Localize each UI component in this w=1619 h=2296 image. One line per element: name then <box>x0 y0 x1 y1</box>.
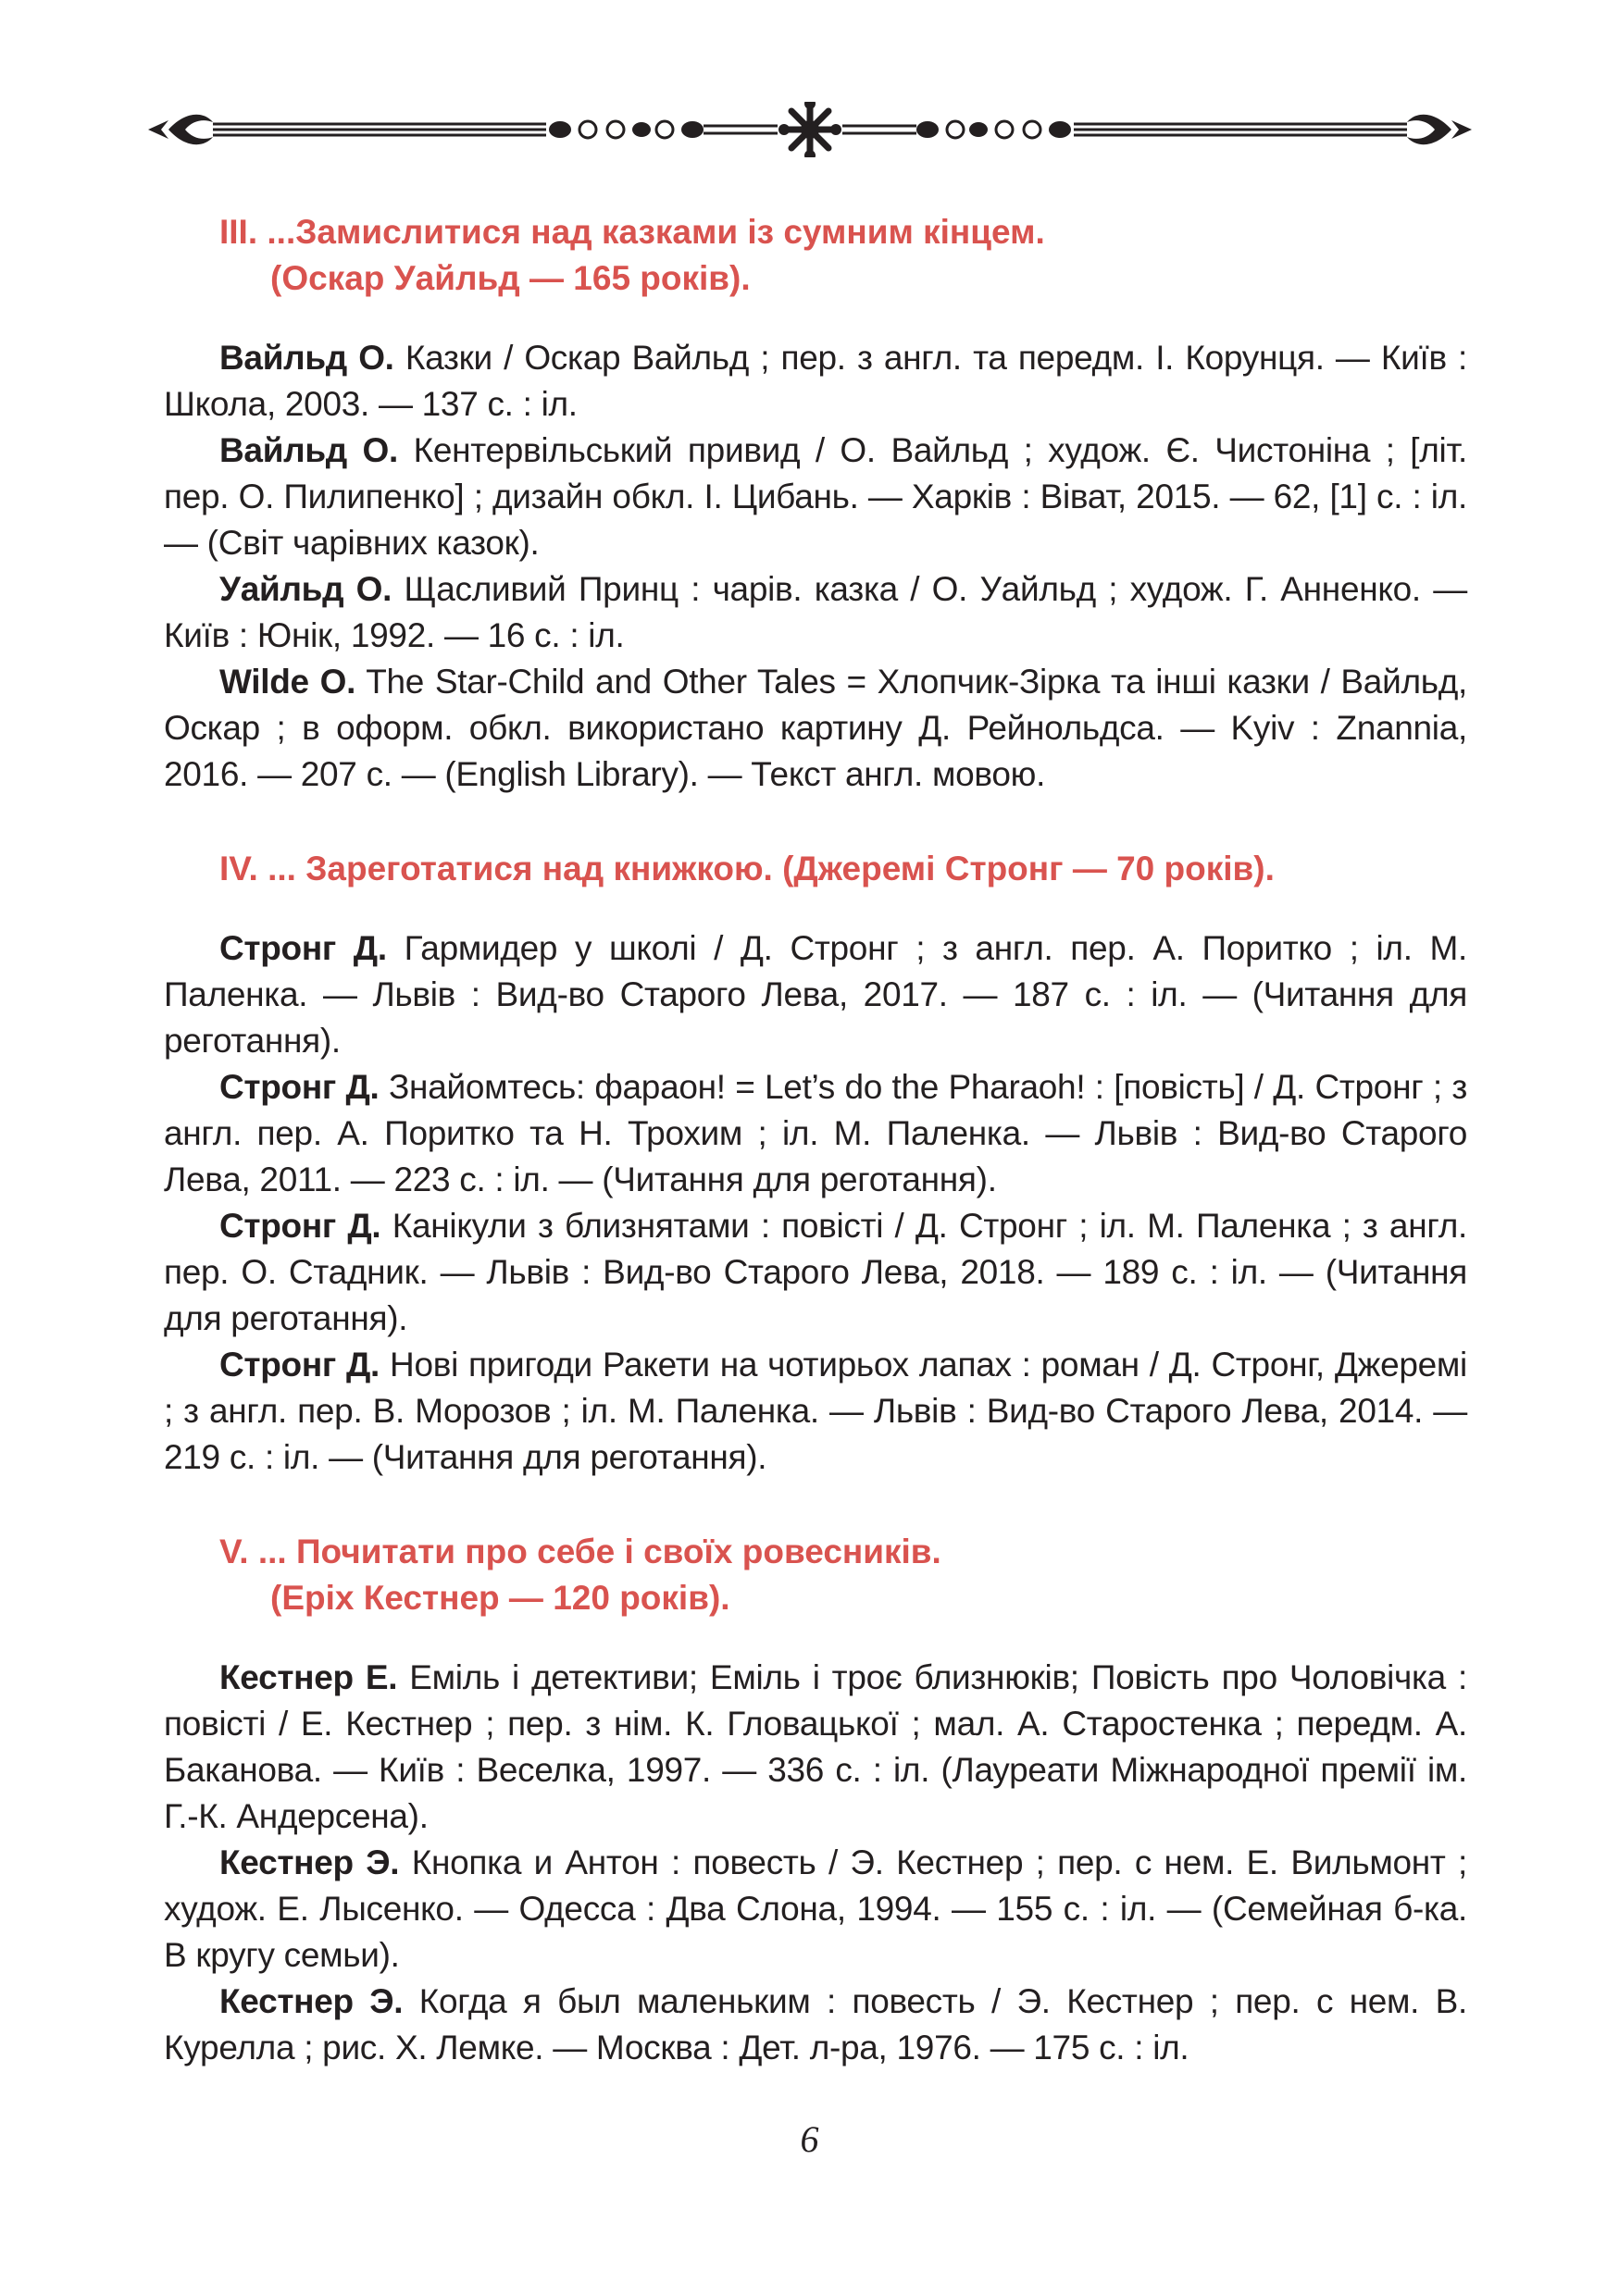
entry-text: Казки / Оскар Вайльд ; пер. з англ. та передм. І. Корунця. — Київ : Школа, 2003. — 137 с. : іл. <box>164 339 1467 423</box>
entry-text: Канікули з близнятами : повісті / Д. Стронг ; іл. М. Паленка ; з англ. пер. О. Стадник. — Львів : Вид-во Старого Лева, 2018. — 189 с. : іл. — (Читання для реготання). <box>164 1207 1467 1337</box>
entry-author: Wilde O. <box>219 663 356 701</box>
bibliography-entry <box>164 566 1467 659</box>
bibliography-entry <box>164 659 1467 798</box>
bibliography-entry <box>164 1655 1467 1840</box>
page-content <box>164 209 1467 2119</box>
entry-author: Кестнер Э. <box>219 1982 404 2020</box>
entry-author: Кестнер Э. <box>219 1843 400 1881</box>
bibliography-entry <box>164 1203 1467 1342</box>
entry-author: Уайльд О. <box>219 570 392 608</box>
bibliography-entry <box>164 335 1467 428</box>
section-heading-line1: V. ... Почитати про себе і своїх ровесників. <box>219 1533 941 1570</box>
section-heading-line1: IV. ... Зареготатися над книжкою. (Джеремі Стронг — 70 років). <box>219 850 1275 887</box>
bibliography-list <box>164 925 1467 1481</box>
bibliography-entry <box>164 1979 1467 2071</box>
section-wilde <box>164 209 1467 798</box>
entry-author: Стронг Д. <box>219 1068 380 1106</box>
entry-text: Еміль і детективи; Еміль і троє близнюків; Повість про Чоловічка : повісті / Е. Кестнер ; пер. з нім. К. Гловацької ; мал. А. Старостенка ; передм. А. Баканова. — Київ : Веселка, 1997. — 336 с. : іл. (Лауреати Міжнародної премії ім. Г.-К. Андерсена). <box>164 1658 1467 1835</box>
bibliography-entry <box>164 925 1467 1064</box>
bibliography-entry <box>164 1342 1467 1481</box>
bibliography-entry <box>164 1840 1467 1979</box>
entry-text: Кнопка и Антон : повесть / Э. Кестнер ; пер. с нем. Е. Вильмонт ; худож. Е. Лысенко. — Одесса : Два Слона, 1994. — 155 с. : іл. — (Семейная б-ка. В кругу семьи). <box>164 1843 1467 1974</box>
section-heading-line2: (Еріх Кестнер — 120 років). <box>270 1579 730 1617</box>
entry-author: Стронг Д. <box>219 1346 380 1384</box>
entry-author: Вайльд О. <box>219 339 394 377</box>
page-number: 6 <box>800 2118 819 2160</box>
entry-text: Нові пригоди Ракети на чотирьох лапах : роман / Д. Стронг, Джеремі ; з англ. пер. В. Морозов ; іл. М. Паленка. — Львів : Вид-во Старого Лева, 2014. — 219 с. : іл. — (Читання для реготання). <box>164 1346 1467 1476</box>
entry-author: Кестнер Е. <box>219 1658 398 1696</box>
entry-text: The Star-Child and Other Tales = Хлопчик-Зірка та інші казки / Вайльд, Оскар ; в оформ. обкл. використано картину Д. Рейнольдса. — Kyiv : Znannia, 2016. — 207 с. — (English Library). — Текст англ. мовою. <box>164 663 1467 793</box>
section-heading <box>219 1529 1467 1621</box>
section-heading <box>219 209 1467 302</box>
entry-author: Вайльд О. <box>219 431 399 469</box>
bibliography-list <box>164 335 1467 798</box>
section-kastner <box>164 1529 1467 2071</box>
section-heading-line1: III. ...Замислитися над казками із сумним кінцем. <box>219 213 1045 251</box>
section-heading-line2: (Оскар Уайльд — 165 років). <box>270 259 751 297</box>
bibliography-entry <box>164 1064 1467 1203</box>
entry-author: Стронг Д. <box>219 929 387 967</box>
entry-text: Кентервільський привид / О. Вайльд ; худож. Є. Чистоніна ; [літ. пер. О. Пилипенко] ; дизайн обкл. І. Цибань. — Харків : Віват, 2015. — 62, [1] с. : іл. — (Світ чарівних казок). <box>164 431 1468 562</box>
section-strong <box>164 846 1467 1481</box>
section-heading <box>219 846 1467 892</box>
entry-text: Гармидер у школі / Д. Стронг ; з англ. пер. А. Поритко ; іл. М. Паленка. — Львів : Вид-во Старого Лева, 2017. — 187 с. : іл. — (Читання для реготання). <box>164 929 1467 1060</box>
entry-author: Стронг Д. <box>219 1207 381 1245</box>
entry-text: Когда я был маленьким : повесть / Э. Кестнер ; пер. с нем. В. Курелла ; рис. Х. Лемке. — Москва : Дет. л-ра, 1976. — 175 с. : іл. <box>164 1982 1467 2066</box>
entry-text: Щасливий Принц : чарів. казка / О. Уайльд ; худож. Г. Анненко. — Київ : Юнік, 1992. — 16 с. : іл. <box>164 570 1467 654</box>
bibliography-entry <box>164 428 1467 566</box>
entry-text: Знайомтесь: фараон! = Let’s do the Pharaoh! : [повість] / Д. Стронг ; з англ. пер. А. Поритко та Н. Трохим ; іл. М. Паленка. — Львів : Вид-во Старого Лева, 2011. — 223 с. : іл. — (Читання для реготання). <box>164 1068 1467 1198</box>
bibliography-list <box>164 1655 1467 2071</box>
header-ornament <box>148 102 1472 157</box>
